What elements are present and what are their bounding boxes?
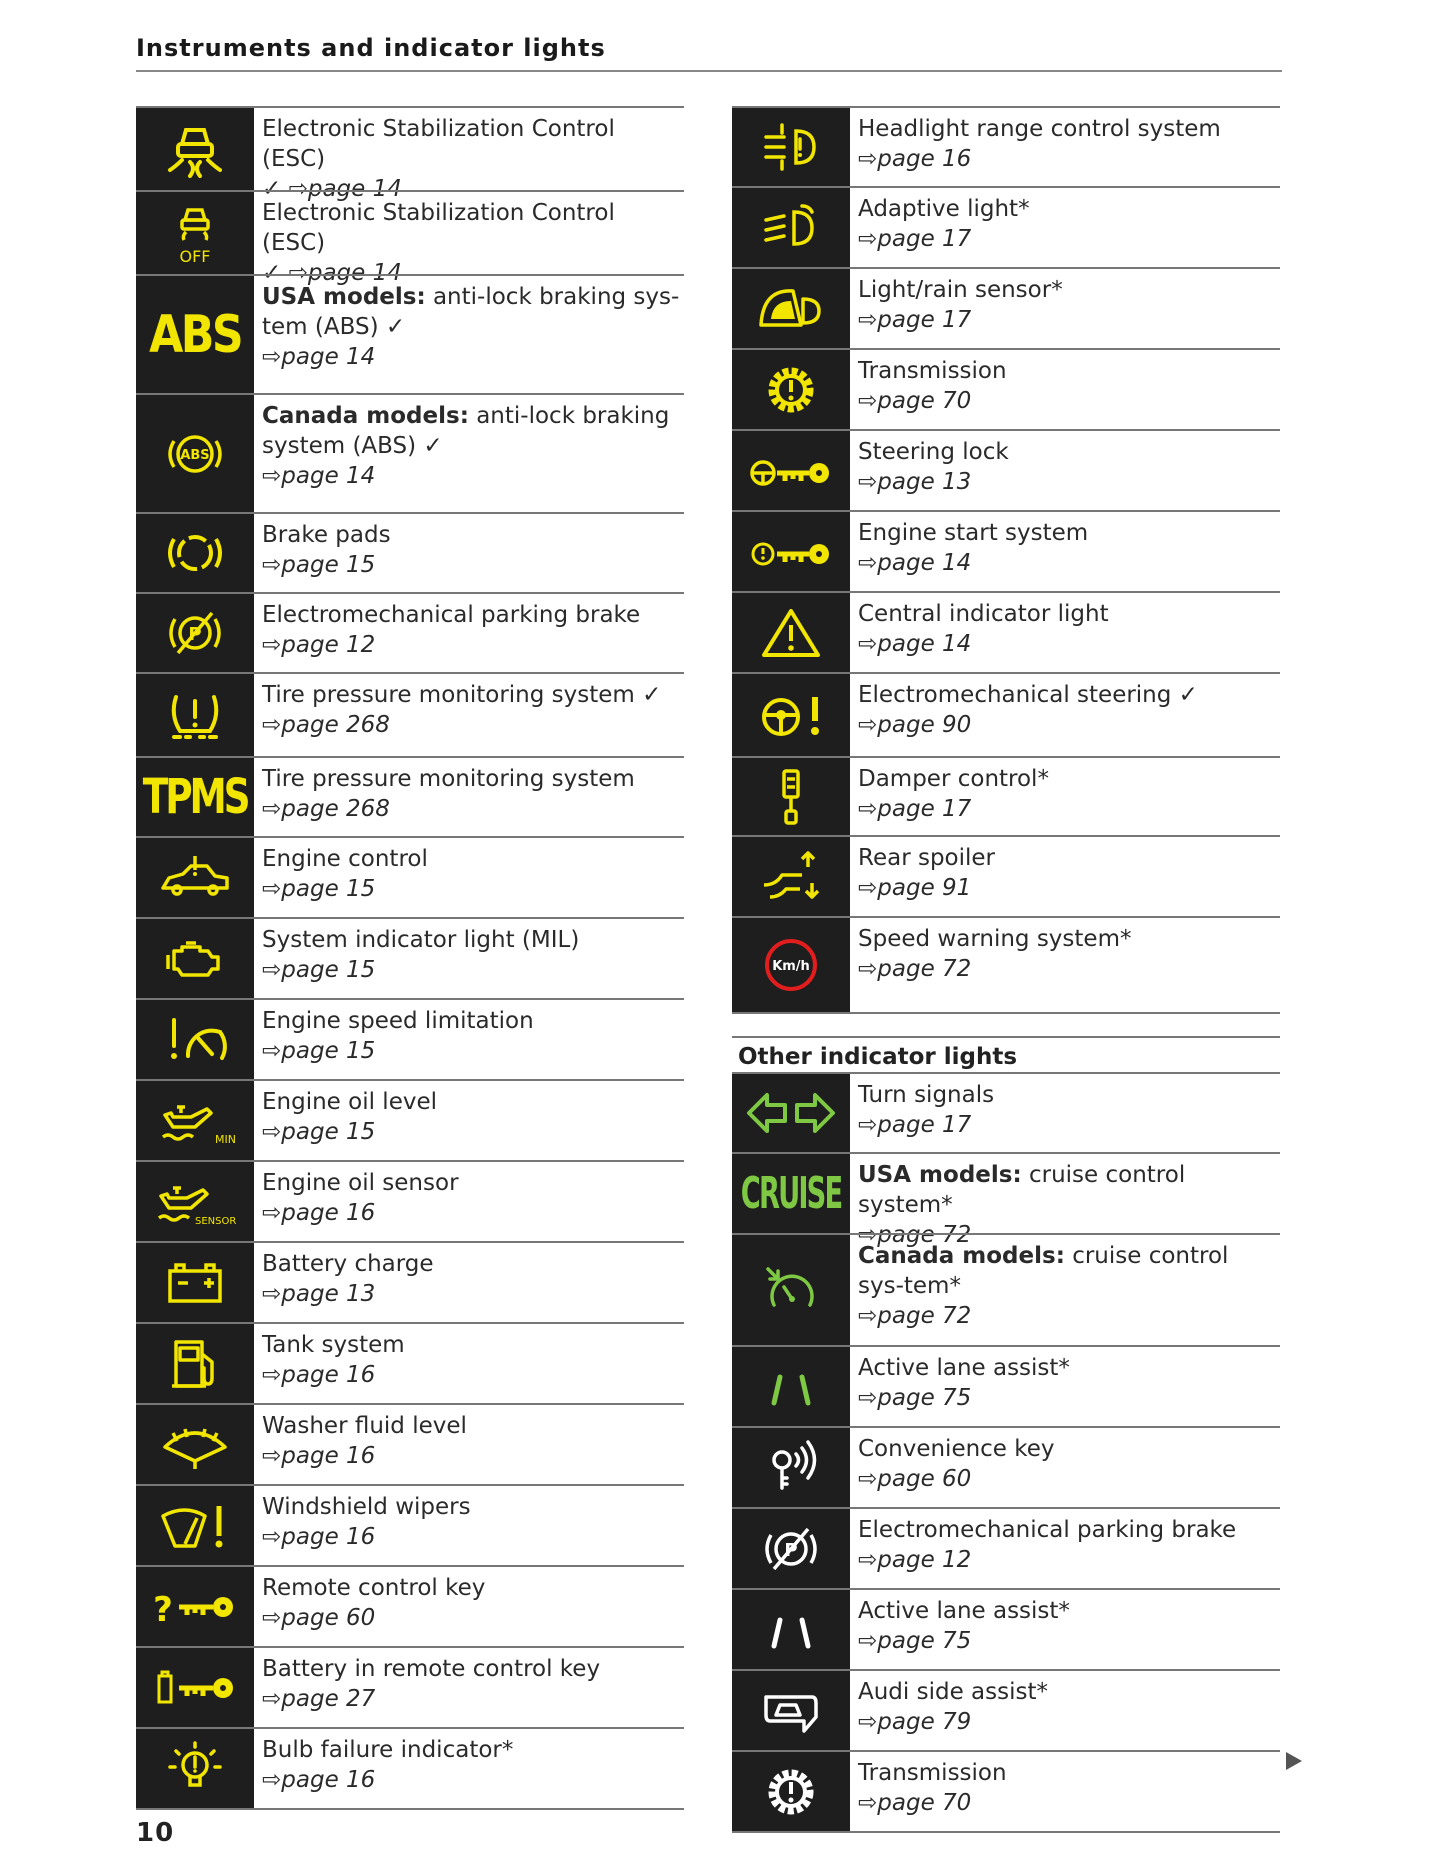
page-reference[interactable]: ⇨page 70 — [858, 1790, 972, 1816]
indicator-row — [136, 1727, 684, 1810]
indicator-title: Washer fluid level — [262, 1413, 467, 1439]
page-reference[interactable]: ⇨page 13 — [262, 1281, 376, 1307]
turn-signal-icon — [732, 1074, 850, 1152]
page-reference[interactable]: ✓ ⇨page 14 — [262, 176, 402, 202]
indicator-row — [732, 1072, 1280, 1152]
indicator-title: Convenience key — [858, 1436, 1055, 1462]
indicator-title: Brake pads — [262, 522, 391, 548]
parking-brake-white-icon — [732, 1509, 850, 1588]
abs-text-icon: ABS — [136, 276, 254, 393]
tpms-text-icon: TPMS — [136, 758, 254, 836]
page-number: 10 — [136, 1818, 175, 1848]
side-assist-icon — [732, 1671, 850, 1750]
indicator-row — [732, 1669, 1280, 1750]
indicator-title: Rear spoiler — [858, 845, 996, 871]
page-reference[interactable]: ⇨page 12 — [262, 632, 376, 658]
indicator-title: Adaptive light* — [858, 196, 1030, 222]
indicator-row — [136, 1403, 684, 1484]
indicator-title: Transmission — [858, 1760, 1007, 1786]
page-reference[interactable]: ⇨page 16 — [858, 146, 972, 172]
indicator-title: Battery in remote control key — [262, 1656, 601, 1682]
page-reference[interactable]: ⇨page 14 — [858, 550, 972, 576]
page-reference[interactable]: ⇨page 13 — [858, 469, 972, 495]
page-reference[interactable]: ⇨page 15 — [262, 957, 376, 983]
indicator-title: Engine oil level — [262, 1089, 437, 1115]
indicator-row — [136, 190, 684, 286]
indicator-row — [136, 106, 684, 202]
left-column — [136, 106, 684, 1810]
page-reference[interactable]: ⇨page 75 — [858, 1385, 972, 1411]
page-reference[interactable]: ⇨page 268 — [262, 712, 390, 738]
transmission-icon — [732, 350, 850, 429]
svg-text:ABS: ABS — [180, 447, 210, 463]
page-reference[interactable]: ⇨page 14 — [262, 463, 376, 489]
indicator-row — [732, 429, 1280, 510]
abs-circle-icon — [136, 395, 254, 512]
engine-control-icon — [136, 838, 254, 917]
page-reference[interactable]: ⇨page 17 — [858, 307, 972, 333]
indicator-title: Headlight range control system — [858, 116, 1221, 142]
indicator-title: Engine start system — [858, 520, 1089, 546]
indicator-row — [732, 835, 1280, 916]
esc-off-icon — [136, 192, 254, 274]
indicator-title: Electronic Stabilization Control (ESC) — [262, 200, 615, 256]
indicator-title: Electromechanical parking brake — [262, 602, 641, 628]
rear-spoiler-icon — [732, 837, 850, 916]
page-reference[interactable]: ⇨page 15 — [262, 1119, 376, 1145]
page-reference[interactable]: ⇨page 60 — [858, 1466, 972, 1492]
steering-lock-icon — [732, 431, 850, 510]
indicator-title: Windshield wipers — [262, 1494, 471, 1520]
lane-assist-white-icon — [732, 1590, 850, 1669]
indicator-title: Central indicator light — [858, 601, 1109, 627]
indicator-title: Battery charge — [262, 1251, 434, 1277]
indicator-row — [732, 1507, 1280, 1588]
indicator-title: Engine control — [262, 846, 428, 872]
indicator-title: Active lane assist* — [858, 1355, 1070, 1381]
svg-text:Km/h: Km/h — [772, 959, 810, 974]
section-heading: Other indicator lights — [732, 1036, 1280, 1072]
indicator-row — [136, 393, 684, 512]
oil-level-icon — [136, 1081, 254, 1160]
indicator-row — [136, 998, 684, 1079]
page-reference[interactable]: ✓ ⇨page 14 — [262, 260, 402, 286]
esc-icon — [136, 108, 254, 190]
light-rain-icon — [732, 269, 850, 348]
fuel-tank-icon — [136, 1324, 254, 1403]
svg-text:SENSOR: SENSOR — [195, 1215, 237, 1227]
page-reference[interactable]: ⇨page 16 — [262, 1524, 376, 1550]
page-reference[interactable]: ⇨page 27 — [262, 1686, 376, 1712]
warning-triangle-icon — [732, 593, 850, 672]
indicator-title: USA models: anti-lock braking sys-tem (ABS) ✓ — [262, 284, 680, 340]
page-reference[interactable]: ⇨page 72 — [858, 1222, 972, 1248]
page-reference[interactable]: ⇨page 15 — [262, 552, 376, 578]
indicator-title: Electromechanical parking brake — [858, 1517, 1237, 1543]
headlight-range-icon — [732, 108, 850, 186]
indicator-row — [732, 1426, 1280, 1507]
damper-icon — [732, 758, 850, 835]
steering-warning-icon — [732, 674, 850, 756]
page-reference[interactable]: ⇨page 15 — [262, 1038, 376, 1064]
page-reference[interactable]: ⇨page 17 — [858, 226, 972, 252]
cruise-gauge-icon — [732, 1235, 850, 1345]
indicator-row — [732, 267, 1280, 348]
indicator-title: Transmission — [858, 358, 1007, 384]
indicator-row — [732, 591, 1280, 672]
indicator-row — [136, 1322, 684, 1403]
engine-speed-icon — [136, 1000, 254, 1079]
indicator-row — [732, 1345, 1280, 1426]
bulb-failure-icon — [136, 1729, 254, 1808]
indicator-title: System indicator light (MIL) — [262, 927, 580, 953]
svg-text:MIN: MIN — [215, 1132, 236, 1146]
indicator-title: Electromechanical steering ✓ — [858, 682, 1198, 708]
page-reference[interactable]: ⇨page 14 — [858, 631, 972, 657]
page-reference[interactable]: ⇨page 72 — [858, 1303, 972, 1329]
indicator-row — [732, 672, 1280, 756]
lane-assist-green-icon — [732, 1347, 850, 1426]
indicator-title: Turn signals — [858, 1082, 995, 1108]
indicator-title: Canada models: cruise control sys-tem* — [858, 1243, 1229, 1299]
indicator-row — [732, 1588, 1280, 1669]
indicator-row — [136, 917, 684, 998]
page-title: Instruments and indicator lights — [136, 34, 606, 62]
indicator-row — [136, 274, 684, 393]
indicator-row — [136, 592, 684, 672]
tire-pressure-icon — [136, 674, 254, 756]
key-battery-icon — [136, 1648, 254, 1727]
indicator-title: Engine oil sensor — [262, 1170, 459, 1196]
washer-fluid-icon — [136, 1405, 254, 1484]
indicator-row — [136, 836, 684, 917]
indicator-title: Damper control* — [858, 766, 1049, 792]
engine-start-icon — [732, 512, 850, 591]
parking-brake-icon — [136, 594, 254, 672]
indicator-title: USA models: cruise control system* — [858, 1162, 1186, 1218]
oil-sensor-icon — [136, 1162, 254, 1241]
page-reference[interactable]: ⇨page 14 — [262, 344, 376, 370]
battery-icon — [136, 1243, 254, 1322]
indicator-row — [732, 916, 1280, 1014]
page-reference[interactable]: ⇨page 79 — [858, 1709, 972, 1735]
indicator-row — [136, 672, 684, 756]
indicator-title: Steering lock — [858, 439, 1009, 465]
indicator-row — [136, 1484, 684, 1565]
indicator-row — [136, 1646, 684, 1727]
page-reference[interactable]: ⇨page 72 — [858, 956, 972, 982]
mil-engine-icon — [136, 919, 254, 998]
svg-text:P: P — [188, 624, 202, 645]
page-reference[interactable]: ⇨page 12 — [858, 1547, 972, 1573]
indicator-title: Tire pressure monitoring system — [262, 766, 635, 792]
svg-text:?: ? — [153, 1589, 173, 1630]
indicator-row — [732, 186, 1280, 267]
indicator-row — [732, 510, 1280, 591]
wiper-icon — [136, 1486, 254, 1565]
page-reference[interactable]: ⇨page 90 — [858, 712, 972, 738]
svg-text:P: P — [784, 1539, 798, 1561]
indicator-title: Electronic Stabilization Control (ESC) — [262, 116, 615, 172]
indicator-row — [732, 756, 1280, 835]
remote-key-icon — [136, 1567, 254, 1646]
indicator-title: Bulb failure indicator* — [262, 1737, 514, 1763]
indicator-row — [732, 106, 1280, 186]
convenience-key-icon — [732, 1428, 850, 1507]
page-reference[interactable]: ⇨page 16 — [262, 1443, 376, 1469]
indicator-title: Light/rain sensor* — [858, 277, 1063, 303]
indicator-title: Canada models: anti-lock braking system (ABS) ✓ — [262, 403, 670, 459]
page-reference[interactable]: ⇨page 70 — [858, 388, 972, 414]
indicator-row — [732, 1233, 1280, 1345]
next-page-arrow-icon[interactable] — [1286, 1752, 1302, 1770]
page-reference[interactable]: ⇨page 16 — [262, 1767, 376, 1793]
page-reference[interactable]: ⇨page 91 — [858, 875, 972, 901]
indicator-title: Tank system — [262, 1332, 405, 1358]
svg-text:OFF: OFF — [179, 247, 211, 266]
page-reference[interactable]: ⇨page 75 — [858, 1628, 972, 1654]
indicator-row — [136, 756, 684, 836]
indicator-title: Speed warning system* — [858, 926, 1132, 952]
indicator-row — [136, 1160, 684, 1241]
page-reference[interactable]: ⇨page 15 — [262, 876, 376, 902]
transmission-white-icon — [732, 1752, 850, 1831]
page-reference[interactable]: ⇨page 17 — [858, 1112, 972, 1138]
right-column — [732, 106, 1280, 1833]
indicator-title: Active lane assist* — [858, 1598, 1070, 1624]
indicator-title: Audi side assist* — [858, 1679, 1048, 1705]
indicator-row — [136, 512, 684, 592]
page-reference[interactable]: ⇨page 17 — [858, 796, 972, 822]
indicator-row — [732, 1750, 1280, 1833]
brake-pads-icon — [136, 514, 254, 592]
indicator-row — [136, 1565, 684, 1646]
page-reference[interactable]: ⇨page 16 — [262, 1200, 376, 1226]
adaptive-light-icon — [732, 188, 850, 267]
indicator-row — [136, 1241, 684, 1322]
indicator-row — [136, 1079, 684, 1160]
page-reference[interactable]: ⇨page 16 — [262, 1362, 376, 1388]
page-reference[interactable]: ⇨page 60 — [262, 1605, 376, 1631]
speed-warning-icon — [732, 918, 850, 1012]
indicator-title: Tire pressure monitoring system ✓ — [262, 682, 662, 708]
indicator-row — [732, 348, 1280, 429]
header-divider — [136, 70, 1282, 72]
cruise-text-icon: CRUISE — [732, 1154, 850, 1233]
indicator-title: Engine speed limitation — [262, 1008, 534, 1034]
indicator-title: Remote control key — [262, 1575, 486, 1601]
indicator-row — [732, 1152, 1280, 1248]
page-reference[interactable]: ⇨page 268 — [262, 796, 390, 822]
